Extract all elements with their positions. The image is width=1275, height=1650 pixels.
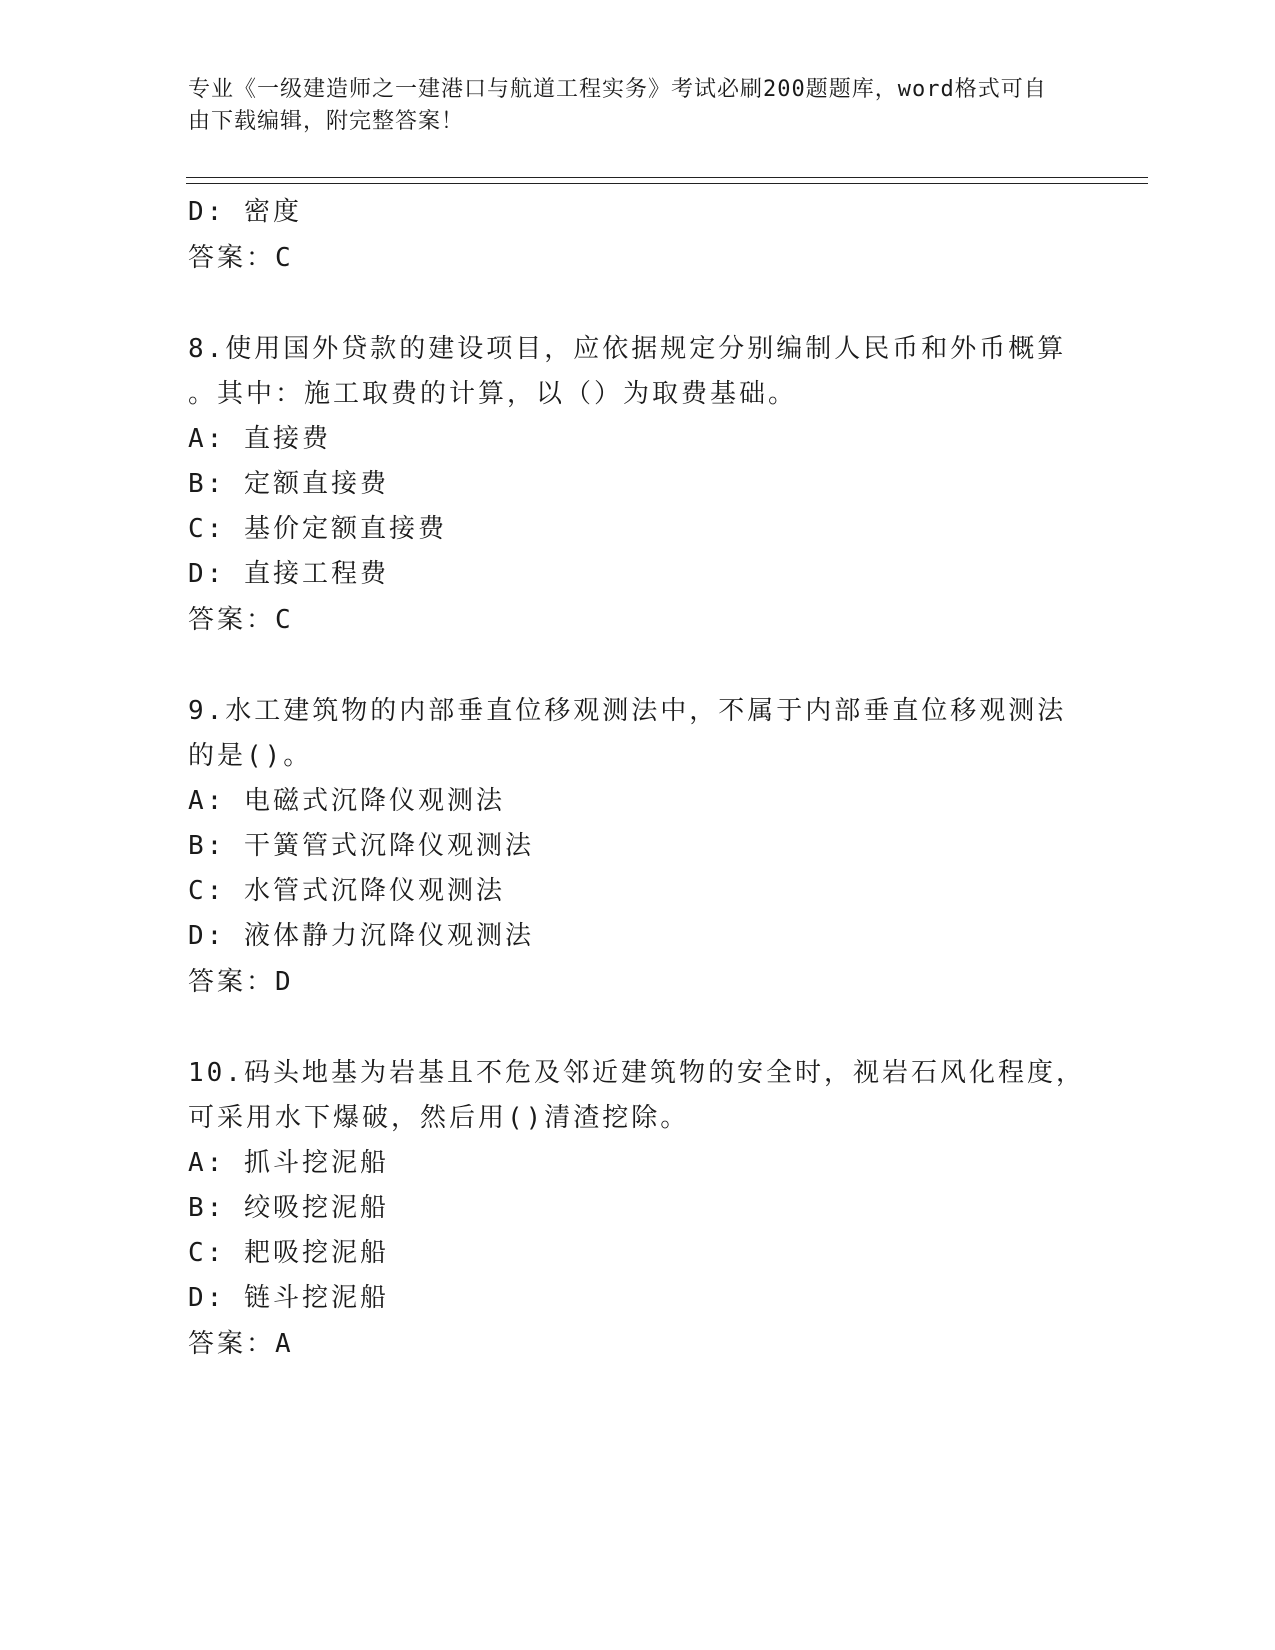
option-c: C: 水管式沉降仪观测法 bbox=[188, 876, 505, 906]
question-list bbox=[188, 190, 1085, 1367]
document-header bbox=[188, 74, 1068, 138]
option-a: A: 抓斗挖泥船 bbox=[188, 1148, 389, 1178]
question-text-line: 可采用水下爆破，然后用()清渣挖除。 bbox=[188, 1103, 690, 1133]
answer: 答案：A bbox=[188, 1329, 294, 1359]
header-rule-top bbox=[186, 177, 1148, 178]
option-d: D: 液体静力沉降仪观测法 bbox=[188, 921, 534, 951]
spacer bbox=[188, 281, 1068, 327]
question-text-line: 9.水工建筑物的内部垂直位移观测法中，不属于内部垂直位移观测法 bbox=[188, 696, 1067, 726]
option-d: D: 链斗挖泥船 bbox=[188, 1283, 389, 1313]
question-9 bbox=[188, 689, 1068, 1005]
option-a: A: 电磁式沉降仪观测法 bbox=[188, 786, 505, 816]
option-d: D: 直接工程费 bbox=[188, 559, 389, 589]
option-c: C: 耙吸挖泥船 bbox=[188, 1238, 389, 1268]
option-b: B: 干簧管式沉降仪观测法 bbox=[188, 831, 534, 861]
question-8 bbox=[188, 327, 1068, 643]
option-a: A: 直接费 bbox=[188, 424, 331, 454]
question-text-line: 的是()。 bbox=[188, 741, 313, 771]
question-text-line: 8.使用国外贷款的建设项目，应依据规定分别编制人民币和外币概算 bbox=[188, 334, 1067, 364]
question-text-line: 。其中：施工取费的计算，以（）为取费基础。 bbox=[188, 379, 798, 409]
prev-option-d: D: 密度 bbox=[188, 197, 302, 227]
option-c: C: 基价定额直接费 bbox=[188, 514, 447, 544]
question-10 bbox=[188, 1051, 1085, 1367]
answer: 答案：D bbox=[188, 967, 294, 997]
option-b: B: 绞吸挖泥船 bbox=[188, 1193, 389, 1223]
spacer bbox=[188, 643, 1068, 689]
option-b: B: 定额直接费 bbox=[188, 469, 389, 499]
spacer bbox=[188, 1005, 1068, 1051]
prev-answer: 答案：C bbox=[188, 243, 294, 273]
header-rule-bottom bbox=[186, 183, 1148, 184]
header-text: 专业《一级建造师之一建港口与航道工程实务》考试必刷200题题库，word格式可自由下载编辑，附完整答案！ bbox=[188, 77, 1047, 134]
question-text-line: 10.码头地基为岩基且不危及邻近建筑物的安全时，视岩石风化程度， bbox=[188, 1058, 1085, 1088]
answer: 答案：C bbox=[188, 605, 294, 635]
